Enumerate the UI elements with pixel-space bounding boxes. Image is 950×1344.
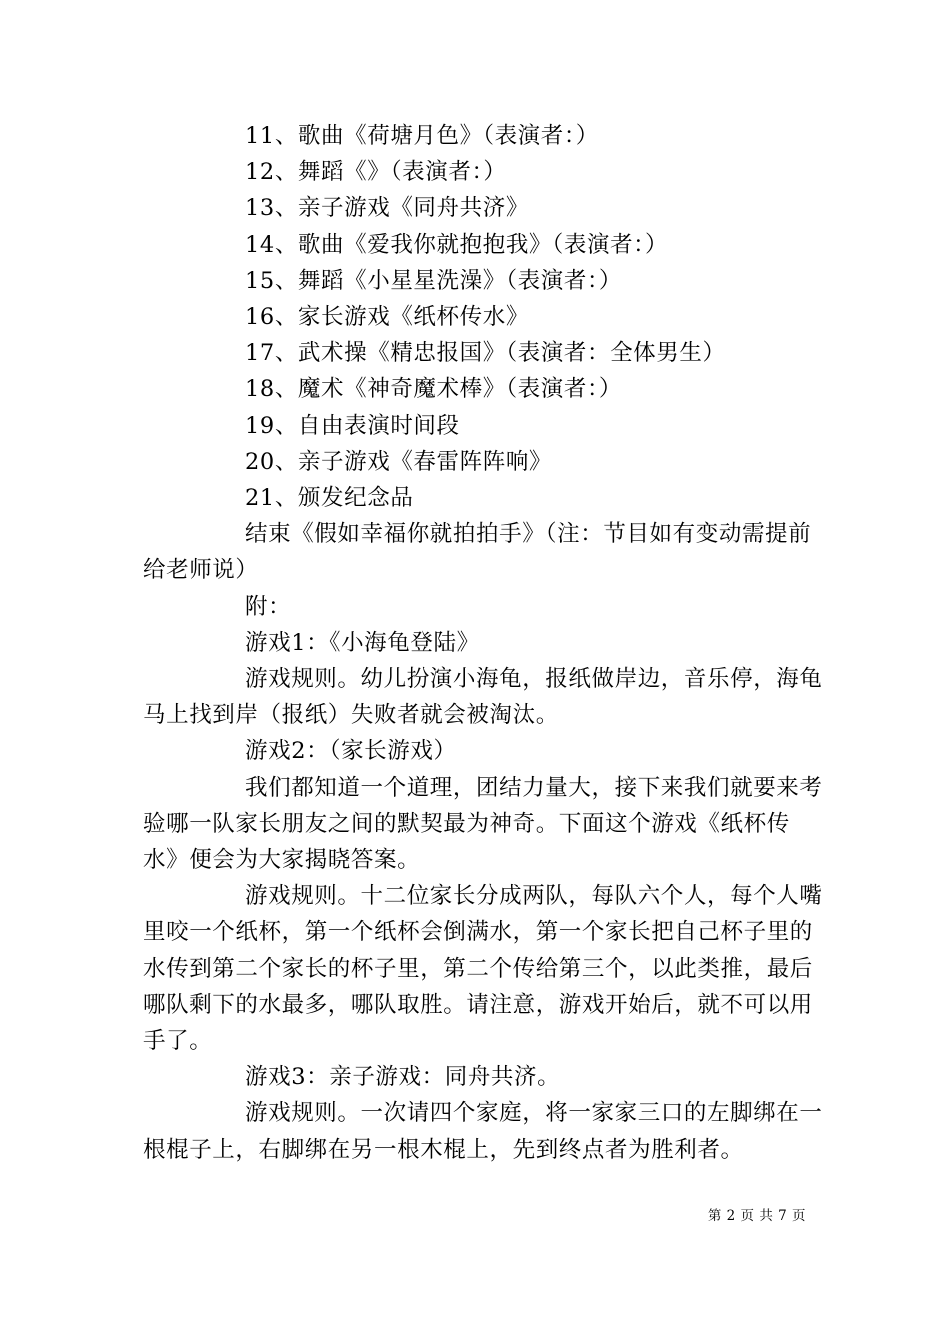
game1-rules xyxy=(143,661,823,733)
game1-title: 游戏1：《小海龟登陆》 xyxy=(245,629,480,656)
game2-intro-line-3: 水》便会为大家揭晓答案。 xyxy=(143,847,421,874)
page-number-footer: 第 2 页 共 7 页 xyxy=(707,1208,806,1224)
game2-rules-line-2: 里咬一个纸杯，第一个纸杯会倒满水，第一个家长把自己杯子里的 xyxy=(143,919,813,946)
ending-paragraph xyxy=(143,516,812,588)
game2-intro-line-2: 验哪一队家长朋友之间的默契最为神奇。下面这个游戏《纸杯传 xyxy=(143,810,790,837)
game3-rules-line-1: 游戏规则。一次请四个家庭，将一家家三口的左脚绑在一 xyxy=(245,1100,823,1127)
program-item-14: 14、歌曲《爱我你就抱抱我》（表演者：） xyxy=(245,231,669,258)
game2-intro xyxy=(143,770,823,879)
program-item-13: 13、亲子游戏《同舟共济》 xyxy=(245,195,529,222)
program-item-12: 12、舞蹈《》（表演者：） xyxy=(245,159,507,186)
program-item-20: 20、亲子游戏《春雷阵阵响》 xyxy=(245,448,553,475)
game2-rules xyxy=(143,878,823,1059)
program-item-16: 16、家长游戏《纸杯传水》 xyxy=(245,304,529,331)
program-item-11: 11、歌曲《荷塘月色》（表演者：） xyxy=(245,123,599,149)
program-item-15: 15、舞蹈《小星星洗澡》（表演者：） xyxy=(245,267,622,294)
ending-line-1: 结束《假如幸福你就拍拍手》（注：节目如有变动需提前 xyxy=(245,521,812,548)
program-item-19: 19、自由表演时间段 xyxy=(245,412,460,439)
game2-rules-line-3: 水传到第二个家长的杯子里，第二个传给第三个，以此类推，最后 xyxy=(143,955,813,982)
game2-rules-line-5: 手了。 xyxy=(143,1028,213,1055)
game2-rules-line-1: 游戏规则。十二位家长分成两队，每队六个人，每个人嘴 xyxy=(245,883,823,910)
game3-rules xyxy=(143,1095,823,1167)
game3-title: 游戏3：亲子游戏：同舟共济。 xyxy=(245,1064,561,1091)
appendix-label: 附： xyxy=(245,593,292,620)
document-body xyxy=(143,118,823,1168)
game2-intro-line-1: 我们都知道一个道理，团结力量大，接下来我们就要来考 xyxy=(245,774,823,801)
game3-rules-line-2: 根棍子上，右脚绑在另一根木棍上，先到终点者为胜利者。 xyxy=(143,1136,744,1163)
ending-line-2: 给老师说） xyxy=(143,557,259,584)
game2-rules-line-4: 哪队剩下的水最多，哪队取胜。请注意，游戏开始后，就不可以用 xyxy=(143,991,813,1018)
game2-title: 游戏2：（家长游戏） xyxy=(245,738,457,765)
game1-rules-line-2: 马上找到岸（报纸）失败者就会被淘汰。 xyxy=(143,702,559,729)
program-item-21: 21、颁发纪念品 xyxy=(245,485,414,512)
game1-rules-line-1: 游戏规则。幼儿扮演小海龟，报纸做岸边，音乐停，海龟 xyxy=(245,666,823,693)
program-item-18: 18、魔术《神奇魔术棒》（表演者：） xyxy=(245,376,622,403)
program-item-17: 17、武术操《精忠报国》（表演者：全体男生） xyxy=(245,340,726,367)
